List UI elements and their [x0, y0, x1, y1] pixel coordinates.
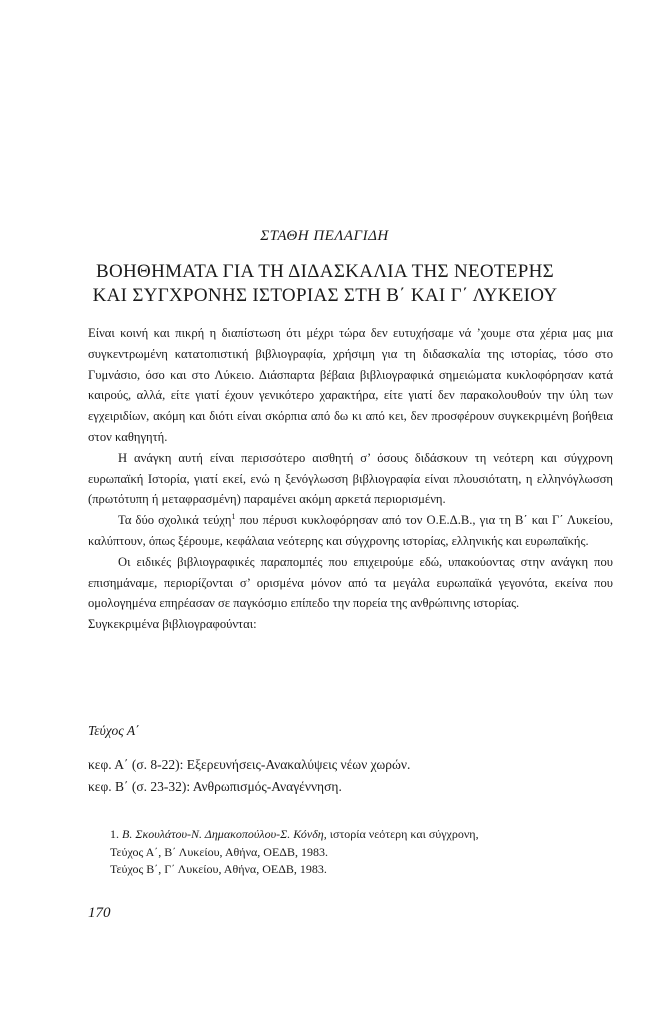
chapter-item: κεφ. Β΄ (σ. 23-32): Ανθρωπισμός-Αναγέννηση. — [88, 779, 342, 794]
article-body — [88, 323, 613, 635]
chapter-item: κεφ. Α΄ (σ. 8-22): Εξερευνήσεις-Ανακαλύψεις νέων χωρών. — [88, 757, 411, 772]
paragraph-3-end: που πέρυσι κυκλοφόρησαν από τον Ο.Ε.Δ.Β., για τη Β΄ και Γ΄ Λυκείου, καλύπτουν, όπως ξέρουμε, κεφάλαια νεότερης και σύγχρονης ιστορίας, ελληνικής και ευρωπαϊκής. — [88, 513, 614, 548]
page-number: 170 — [88, 905, 111, 921]
footnote-line-1 — [110, 826, 610, 844]
article-title — [60, 260, 590, 308]
paragraph-3-start: Τα δύο σχολικά τεύχη — [118, 513, 232, 528]
footnote-number: 1. — [110, 827, 119, 841]
footnote-reference: 1 — [231, 511, 236, 521]
footnote-authors: Β. Σκουλάτου-Ν. Δημακοπούλου-Σ. Κόνδη, — [122, 827, 327, 841]
paragraph-2: Η ανάγκη αυτή είναι περισσότερο αισθητή σ’ όσους διδάσκουν τη νεότερη και σύγχρονη ευρωπαϊκή Ιστορία, γιατί εκεί, ενώ η ξενόγλωσση βιβλιογραφία είναι πλουσιότατη, η ελληνόγλωσση (πρωτότυπη ή μεταφρασμένη) παραμένει ακόμη αρκετά περιορισμένη. — [88, 450, 613, 507]
paragraph-5: Συγκεκριμένα βιβλιογραφούνται: — [88, 617, 257, 632]
section-label: Τεύχος Α΄ — [88, 723, 140, 738]
footnote-line-2: Τεύχος Α΄, Β΄ Λυκείου, Αθήνα, ΟΕΔΒ, 1983. — [110, 844, 328, 859]
footnote-book-title: ιστορία νεότερη και σύγχρονη, — [326, 827, 479, 841]
author-name: ΣΤΑΘΗ ΠΕΛΑΓΙΔΗ — [260, 228, 389, 244]
paragraph-1: Είναι κοινή και πικρή η διαπίστωση ότι μέχρι τώρα δεν ευτυχήσαμε νά ’χουμε στα χέρια μας μια συγκεντρωμένη κατατοπιστική βιβλιογραφία, χρήσιμη για τη διδασκαλία της ιστορίας, τόσο στο Γυμνάσιο, όσο και στο Λύκειο. Διάσπαρτα βέβαια βιβλιογραφικά σημειώματα κυκλοφόρησαν κατά καιρούς, αλλά, είτε γιατί έχουν γενικότερο χαρακτήρα, είτε γιατί δεν παρακολουθούν την ύλη των εγχειριδίων, ακόμη και διότι είναι σκόρπια από δω κι από κει, δεν προσφέρουν συγκεκριμένη βοήθεια στον καθηγητή. — [88, 326, 613, 444]
paragraph-4: Οι ειδικές βιβλιογραφικές παραπομπές που επιχειρούμε εδώ, υπακούοντας στην ανάγκη που επισημάναμε, περιορίζονται σ’ ορισμένα μόνον από τα μεγάλα ευρωπαϊκά γεγονότα, εκείνα που ομολογημένα επηρέασαν σε παγκόσμιο επίπεδο την πορεία της ανθρώπινης ιστορίας. — [88, 554, 613, 611]
title-line-2: ΚΑΙ ΣΥΓΧΡΟΝΗΣ ΙΣΤΟΡΙΑΣ ΣΤΗ Β΄ ΚΑΙ Γ΄ ΛΥΚΕΙΟΥ — [92, 285, 558, 306]
footnote — [110, 826, 610, 879]
chapter-list — [88, 754, 613, 798]
footnote-line-3: Τεύχος Β΄, Γ΄ Λυκείου, Αθήνα, ΟΕΔΒ, 1983. — [110, 862, 327, 876]
title-line-1: ΒΟΗΘΗΜΑΤΑ ΓΙΑ ΤΗ ΔΙΔΑΣΚΑΛΙΑ ΤΗΣ ΝΕΟΤΕΡΗΣ — [96, 261, 554, 282]
paragraph-3 — [88, 510, 613, 552]
